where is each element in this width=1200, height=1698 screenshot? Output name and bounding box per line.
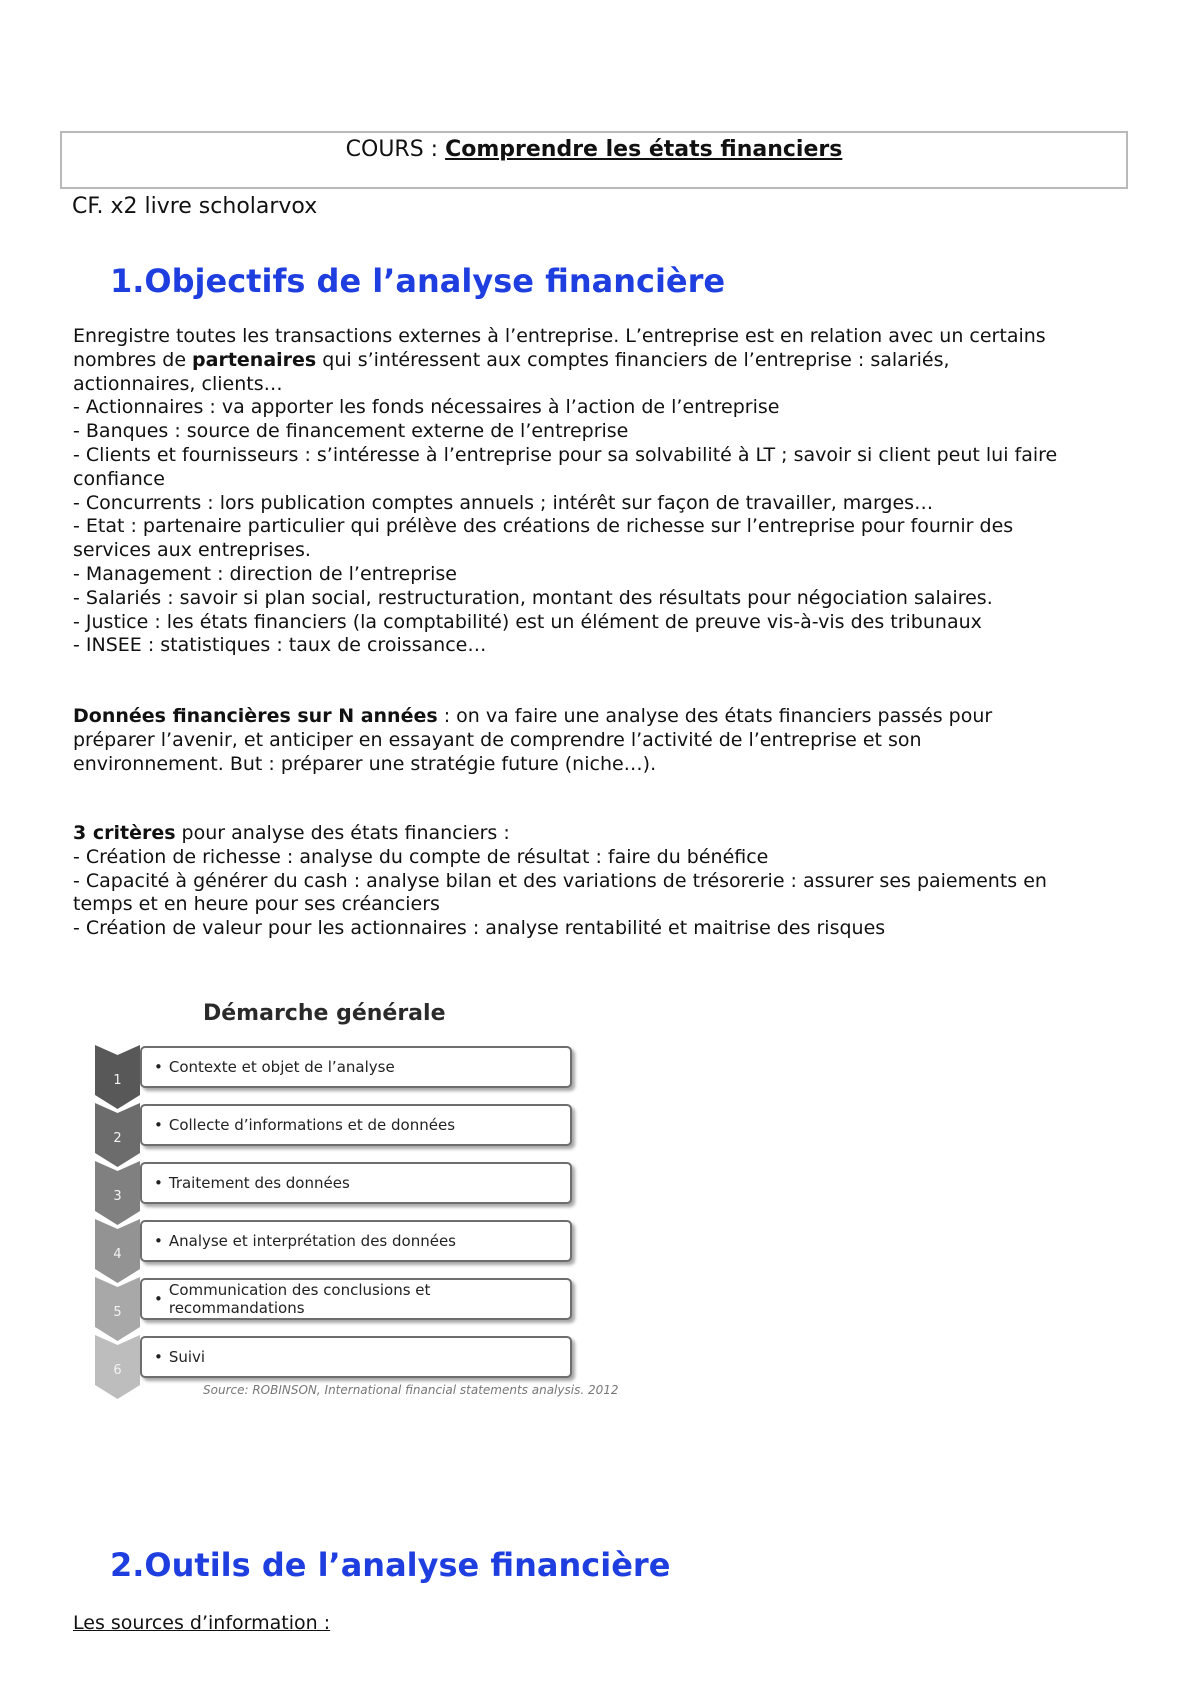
step-label: Traitement des données [168, 1174, 350, 1192]
step-label: Collecte d’informations et de données [168, 1116, 456, 1134]
bullet-icon: • [154, 1232, 163, 1250]
bullet-icon: • [154, 1290, 163, 1308]
partner-item: - Justice : les états financiers (la comptabilité) est un élément de preuve vis-à-vis des tribunaux [73, 610, 982, 633]
step-box [140, 1220, 572, 1262]
donnees-line: environnement. But : préparer une stratégie future (niche…). [73, 752, 657, 775]
step-number: 1 [113, 1073, 122, 1088]
bullet-icon: • [154, 1116, 163, 1134]
document-title-box [60, 131, 1128, 189]
criteres-paragraph [73, 822, 1133, 941]
critere-item: - Création de valeur pour les actionnaires : analyse rentabilité et maitrise des risques [73, 917, 886, 940]
step-number: 2 [113, 1131, 122, 1146]
step-box [140, 1278, 572, 1320]
partner-item: - Concurrents : lors publication comptes annuels ; intérêt sur façon de travailler, marges… [73, 491, 934, 514]
partner-item: - Clients et fournisseurs : s’intéresse à l’entreprise pour sa solvabilité à LT ; savoir si client peut lui faire [73, 443, 1058, 466]
bullet-icon: • [154, 1058, 163, 1076]
criteres-term: 3 critères [73, 822, 176, 844]
partner-item: - INSEE : statistiques : taux de croissance… [73, 634, 487, 657]
criteres-line [73, 822, 1133, 846]
section-1-intro [73, 325, 1133, 658]
intro-line [73, 349, 1133, 373]
step-box [140, 1104, 572, 1146]
donnees-text: : on va faire une analyse des états financiers passés pour [437, 705, 993, 727]
critere-item: temps et en heure pour ses créanciers [73, 893, 440, 916]
partner-item: - Salariés : savoir si plan social, restructuration, montant des résultats pour négociation salaires. [73, 586, 993, 609]
step-number: 6 [113, 1363, 122, 1378]
partner-item: confiance [73, 467, 165, 490]
intro-text: nombres de [73, 348, 193, 371]
section-1-heading: 1.Objectifs de l’analyse financière [110, 262, 726, 300]
diagram-source: Source: ROBINSON, International financial statements analysis. 2012 [203, 1383, 619, 1397]
partner-item: - Management : direction de l’entreprise [73, 562, 457, 585]
step-number: 3 [113, 1189, 122, 1204]
bullet-icon: • [154, 1348, 163, 1366]
step-label: Contexte et objet de l’analyse [168, 1058, 395, 1076]
partenaires-term: partenaires [192, 348, 317, 371]
partner-item: - Banques : source de financement externe de l’entreprise [73, 420, 629, 443]
partner-item: - Actionnaires : va apporter les fonds nécessaires à l’action de l’entreprise [73, 396, 780, 419]
donnees-term: Données financières sur N années [73, 705, 438, 727]
critere-item: - Capacité à générer du cash : analyse bilan et des variations de trésorerie : assurer ses paiements en [73, 869, 1047, 892]
intro-text: qui s’intéressent aux comptes financiers de l’entreprise : salariés, [316, 348, 950, 371]
diagram-title: Démarche générale [203, 1001, 446, 1026]
demarche-diagram [95, 995, 635, 1415]
step-box [140, 1336, 572, 1378]
criteres-text: pour analyse des états financiers : [175, 822, 510, 844]
sources-label: Les sources d’information : [73, 1612, 331, 1634]
donnees-line: préparer l’avenir, et anticiper en essayant de comprendre l’activité de l’entreprise et son [73, 728, 922, 751]
section-2-heading: 2.Outils de l’analyse financière [110, 1546, 671, 1584]
donnees-paragraph [73, 705, 1133, 776]
partner-item: services aux entreprises. [73, 539, 311, 562]
step-label: Communication des conclusions et recommandations [168, 1281, 431, 1317]
bullet-icon: • [154, 1174, 163, 1192]
step-number: 5 [113, 1305, 122, 1320]
step-box [140, 1162, 572, 1204]
intro-line: Enregistre toutes les transactions externes à l’entreprise. L’entreprise est en relation avec un certains [73, 325, 1046, 347]
intro-line: actionnaires, clients… [73, 372, 283, 395]
partner-item: - Etat : partenaire particulier qui prélève des créations de richesse sur l’entreprise pour fournir des [73, 515, 1014, 538]
step-number: 4 [113, 1247, 122, 1262]
step-box [140, 1046, 572, 1088]
step-label: Suivi [168, 1348, 206, 1366]
donnees-line [73, 705, 1133, 729]
document-title: Comprendre les états financiers [445, 137, 843, 162]
critere-item: - Création de richesse : analyse du compte de résultat : faire du bénéfice [73, 845, 769, 868]
reference-note: CF. x2 livre scholarvox [72, 194, 318, 219]
title-prefix: COURS : [345, 137, 446, 162]
step-label: Analyse et interprétation des données [168, 1232, 456, 1250]
